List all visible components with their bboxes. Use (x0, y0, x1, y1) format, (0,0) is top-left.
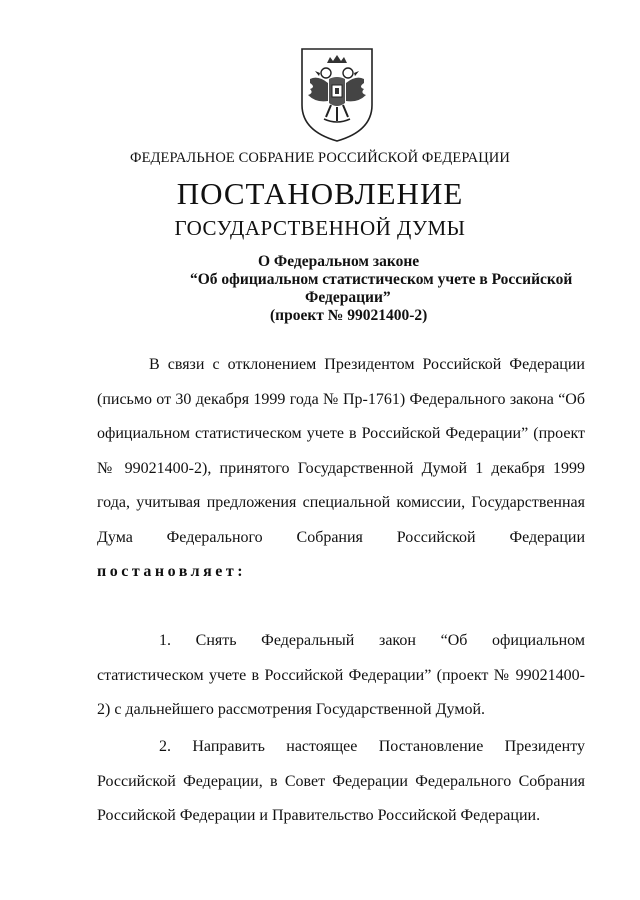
preamble-text: В связи с отклонением Президентом Российской Федерации (письмо от 30 декабря 1999 года № Пр-1761) Федерального закона “Об официальном статистическом учете в Российской Федерации” (проект № 99021400-2), принятого Государственной Думой 1 декабря 1999 года, учитывая предложения специальной комиссии, Государственная Дума Федерального Собрания Российской Федерации (97, 356, 585, 546)
document-title: ПОСТАНОВЛЕНИЕ (176, 176, 464, 211)
heading-line: (проект № 99021400-2) (270, 307, 428, 324)
resolution-item-2: 2. Направить настоящее Постановление Президенту Российской Федерации, в Совет Федерации Федерального Собрания Российской Федерации и Правительство Российской Федерации. (97, 738, 585, 824)
preamble-paragraph (97, 348, 585, 590)
document-subtitle: ГОСУДАРСТВЕННОЙ ДУМЫ (174, 216, 466, 240)
organization-name: ФЕДЕРАЛЬНОЕ СОБРАНИЕ РОССИЙСКОЙ ФЕДЕРАЦИИ (130, 150, 510, 166)
heading-line: “Об официальном статистическом учете в Российской (190, 271, 573, 288)
heading-line: О Федеральном законе (258, 253, 420, 270)
resolution-heading (190, 253, 610, 325)
resolution-item-1: 1. Снять Федеральный закон “Об официальном статистическом учете в Российской Федерации” (проект № 99021400-2) с дальнейшего рассмотрения Государственной Думой. (97, 632, 585, 718)
russian-coat-of-arms-emblem (298, 45, 376, 143)
double-headed-eagle-icon (298, 45, 376, 143)
heading-line: Федерации” (305, 289, 391, 306)
resolves-word: постановляет: (97, 563, 247, 580)
